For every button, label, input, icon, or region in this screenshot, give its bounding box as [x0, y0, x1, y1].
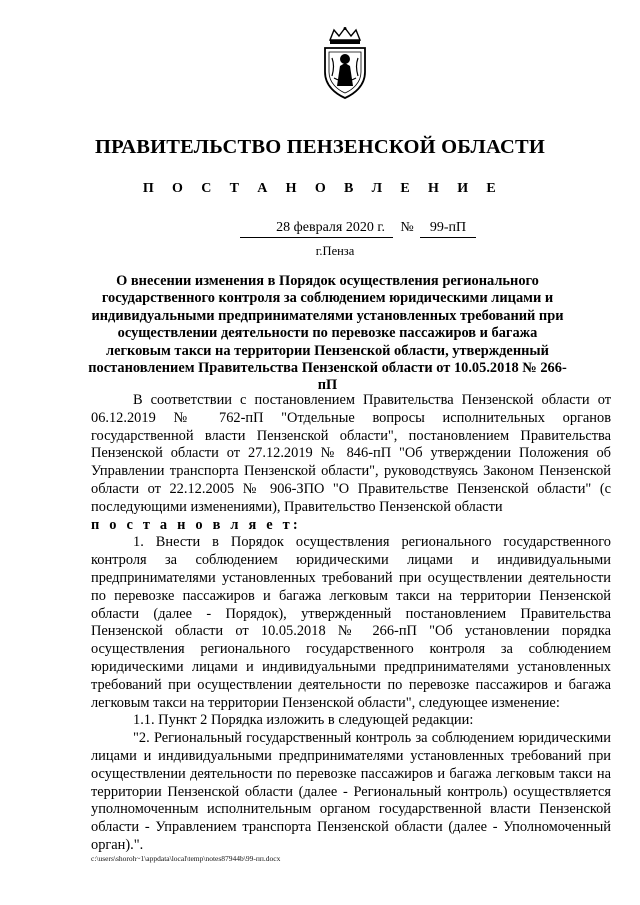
- coat-of-arms-icon: [318, 26, 372, 100]
- document-number: 99-пП: [420, 219, 476, 238]
- organization-name: ПРАВИТЕЛЬСТВО ПЕНЗЕНСКОЙ ОБЛАСТИ: [95, 136, 545, 158]
- decree-word: п о с т а н о в л я е т:: [91, 516, 301, 533]
- document-body: [91, 392, 611, 855]
- footer-file-path: c:\users\shoroh~1\appdata\local\temp\notes87944b\99-пп.docx: [91, 854, 281, 863]
- item-1-1-paragraph: 1.1. Пункт 2 Порядка изложить в следующей редакции:: [133, 712, 474, 729]
- item-1-paragraph: 1. Внести в Порядок осуществления регионального государственного контроля за соблюдением юридическими лицами и индивидуальными предпринимателями установленных требований при осуществлении деятельности по перевозке пассажиров и багажа легковым такси на территории Пензенской области (далее - Порядок), утвержденный постановлением Правительства Пензенской области от 10.05.2018 № 266-пП "Об установлении порядка осуществления регионального государственного контроля за соблюдением юридическими лицами и индивидуальными предпринимателями установленных требований при осуществлении деятельности по перевозке пассажиров и багажа легковым такси на территории Пензенской области", следующее изменение:: [91, 534, 611, 711]
- city-name: г.Пенза: [315, 244, 355, 258]
- document-type: П О С Т А Н О В Л Е Н И Е: [142, 181, 504, 196]
- document-title: О внесении изменения в Порядок осуществления регионального государственного контроля за соблюдением юридическими лицами и индивидуальными предпринимателями установленных требований при осуществлении деятельности по перевозке пассажиров и багажа легковым такси на территории Пензенской области, утвержденный постановлением Правительства Пензенской области от 10.05.2018 № 266-пП: [88, 273, 567, 394]
- quoted-amendment-paragraph: "2. Региональный государственный контроль за соблюдением юридическими лицами и индивидуальными предпринимателями установленных требований при осуществлении деятельности по перевозке пассажиров и багажа легковым такси на территории Пензенской области (далее - Региональный контроль) осуществляется уполномоченным исполнительным органом государственной власти Пензенской области - Управлением транспорта Пензенской области (далее - Уполномоченный орган).".: [91, 730, 611, 853]
- document-date: 28 февраля 2020 г.: [240, 219, 393, 238]
- preamble-paragraph: В соответствии с постановлением Правительства Пензенской области от 06.12.2019 № 762-пП "Отдельные вопросы исполнительных органов государственной власти Пензенской области", постановлением Правительства Пензенской области от 27.12.2019 № 846-пП "Об утверждении Положения об Управлении транспорта Пензенской области", руководствуясь Законом Пензенской области от 22.12.2005 № 906-ЗПО "О Правительстве Пензенской области" (с последующими изменениями), Правительство Пензенской области: [91, 392, 611, 515]
- decree-word-paragraph: [91, 517, 611, 535]
- number-sign: №: [400, 220, 414, 235]
